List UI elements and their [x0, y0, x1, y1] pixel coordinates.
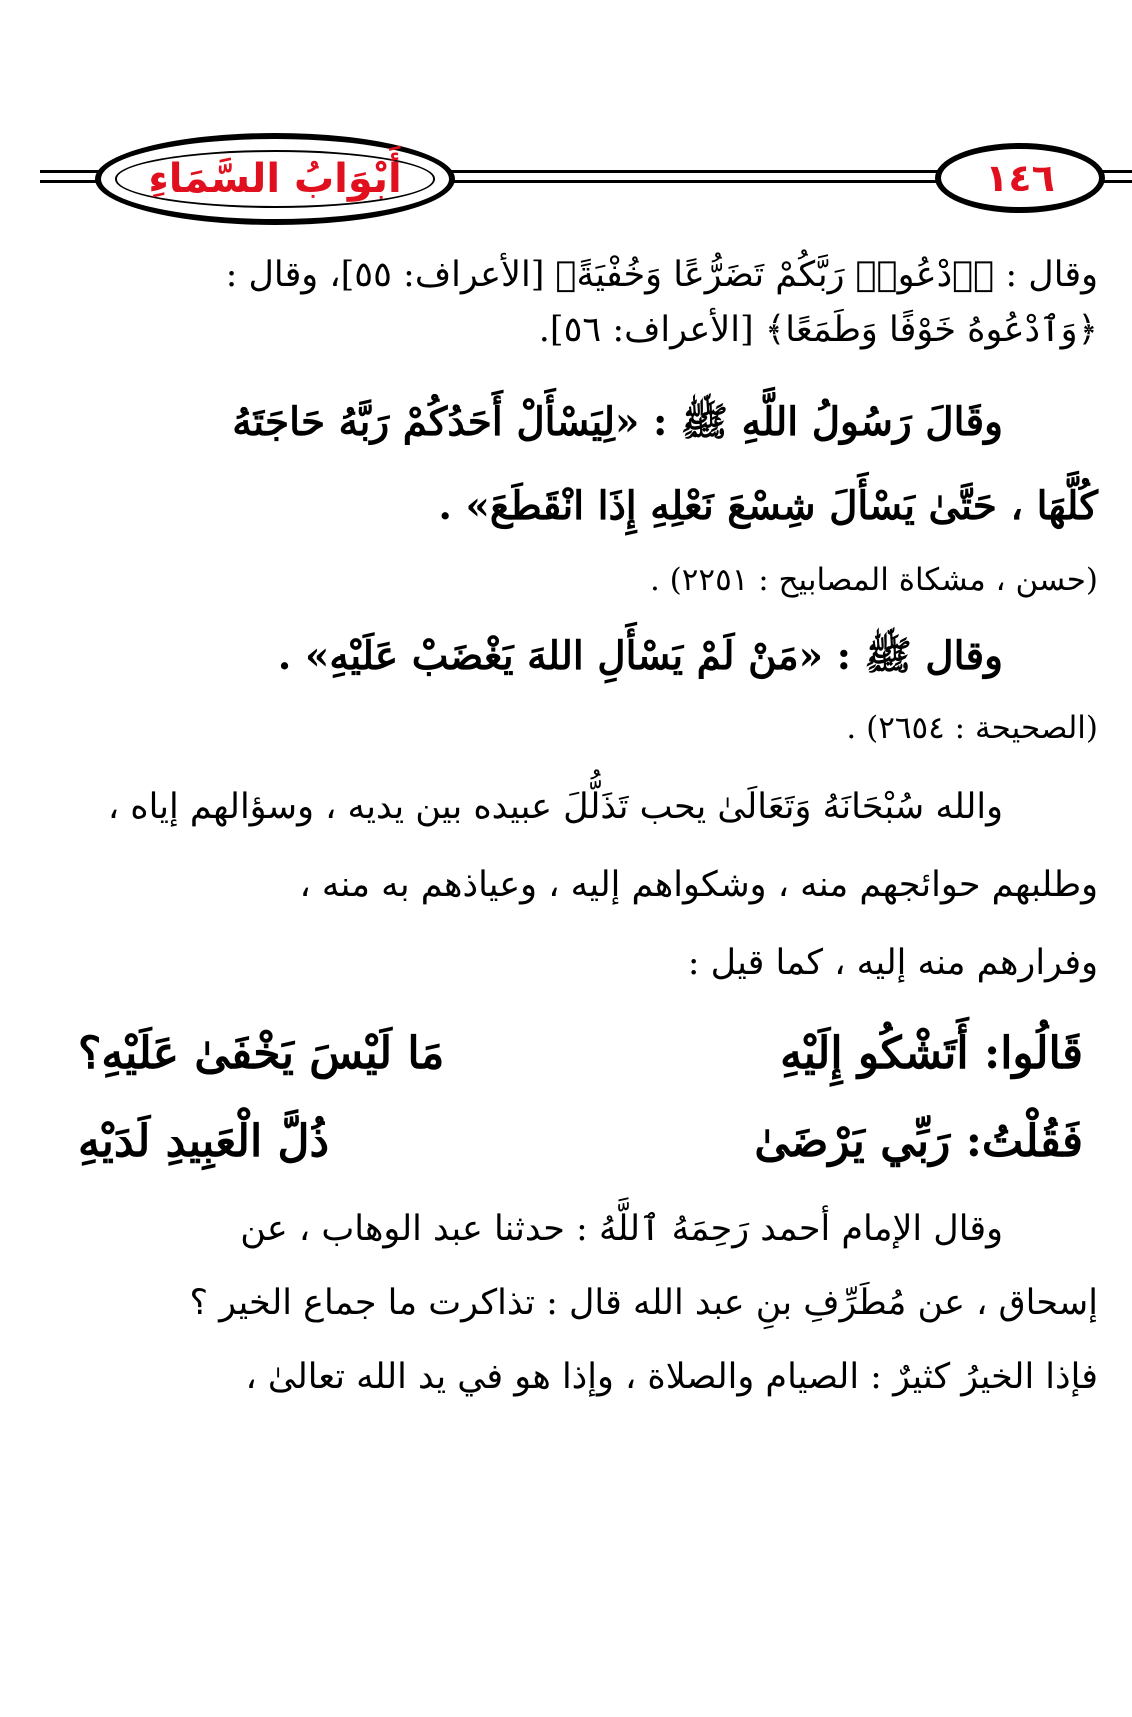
- verse-hemistich: مَا لَيْسَ يَخْفَىٰ عَلَيْهِ؟: [78, 1028, 445, 1079]
- text-line: وقال الإمام أحمد رَحِمَهُ ٱللَّهُ : حدثنا عبد الوهاب ، عن: [240, 1209, 1003, 1249]
- text-line: والله سُبْحَانَهُ وَتَعَالَىٰ يحب تَذَلُّلَ عبيده بين يديه ، وسؤالهم إياه ،: [107, 787, 1003, 827]
- verse-hemistich: قَالُوا: أَتَشْكُو إِلَيْهِ: [780, 1028, 1083, 1079]
- citation: (الصحيحة : ٢٦٥٤) .: [846, 710, 1098, 746]
- book-title: أَبْوَابُ السَّمَاءِ: [148, 156, 402, 202]
- page-body: [48, 248, 1098, 1436]
- text-line: وطلبهم حوائجهم منه ، وشكواهم إليه ، وعياذهم به منه ،: [299, 865, 1098, 905]
- verse-hemistich: فَقُلْتُ: رَبِّي يَرْضَىٰ: [754, 1116, 1083, 1167]
- title-oval-inner: [115, 150, 435, 208]
- header-rule-right-2: [1100, 180, 1132, 183]
- paragraph-2: [48, 380, 1098, 548]
- text-line: فإذا الخيرُ كثيرٌ : الصيام والصلاة ، وإذا هو في يد الله تعالىٰ ،: [245, 1357, 1098, 1397]
- page-header: [40, 118, 1100, 238]
- title-oval: [95, 133, 455, 225]
- verse-hemistich: ذُلَّ الْعَبِيدِ لَدَيْهِ: [78, 1116, 330, 1167]
- hadith-line: كُلَّهَا ، حَتَّىٰ يَسْأَلَ شِسْعَ نَعْلِهِ إِذَا انْقَطَعَ» .: [438, 483, 1098, 529]
- poem-verse-1: [48, 1010, 1098, 1098]
- text-line: ﴿وَٱدْعُوهُ خَوْفًا وَطَمَعًا﴾ [الأعراف: ٥٦].: [538, 310, 1098, 350]
- text-line: إسحاق ، عن مُطَرِّفِ بنِ عبد الله قال : تذاكرت ما جماع الخير ؟: [189, 1283, 1098, 1323]
- text-line: وفرارهم منه إليه ، كما قيل :: [687, 943, 1098, 983]
- header-rule-mid: [450, 170, 940, 173]
- hadith-line: وقال ﷺ : «مَنْ لَمْ يَسْأَلِ اللهَ يَغْضَبْ عَلَيْهِ» .: [277, 633, 1003, 679]
- page-number: ١٤٦: [985, 156, 1055, 200]
- paragraph-4: [48, 768, 1098, 1002]
- header-rule-left: [40, 170, 100, 173]
- hadith-line: وقَالَ رَسُولُ اللَّهِ ﷺ : «لِيَسْأَلْ أَحَدُكُمْ رَبَّهُ حَاجَتَهُ: [232, 399, 1003, 445]
- paragraph-5: [48, 1192, 1098, 1414]
- header-rule-left-2: [40, 180, 100, 183]
- header-rule-right: [1100, 170, 1132, 173]
- text-line: وقال : ﴿ٱدْعُوا۟ رَبَّكُمْ تَضَرُّعًا وَخُفْيَةً﴾ [الأعراف: ٥٥]، وقال :: [225, 255, 1098, 295]
- paragraph-1: [48, 248, 1098, 358]
- citation: (حسن ، مشكاة المصابيح : ٢٢٥١) .: [649, 562, 1098, 598]
- page-number-oval: [935, 143, 1105, 213]
- poem-verse-2: [48, 1098, 1098, 1186]
- header-rule-mid-2: [450, 180, 940, 183]
